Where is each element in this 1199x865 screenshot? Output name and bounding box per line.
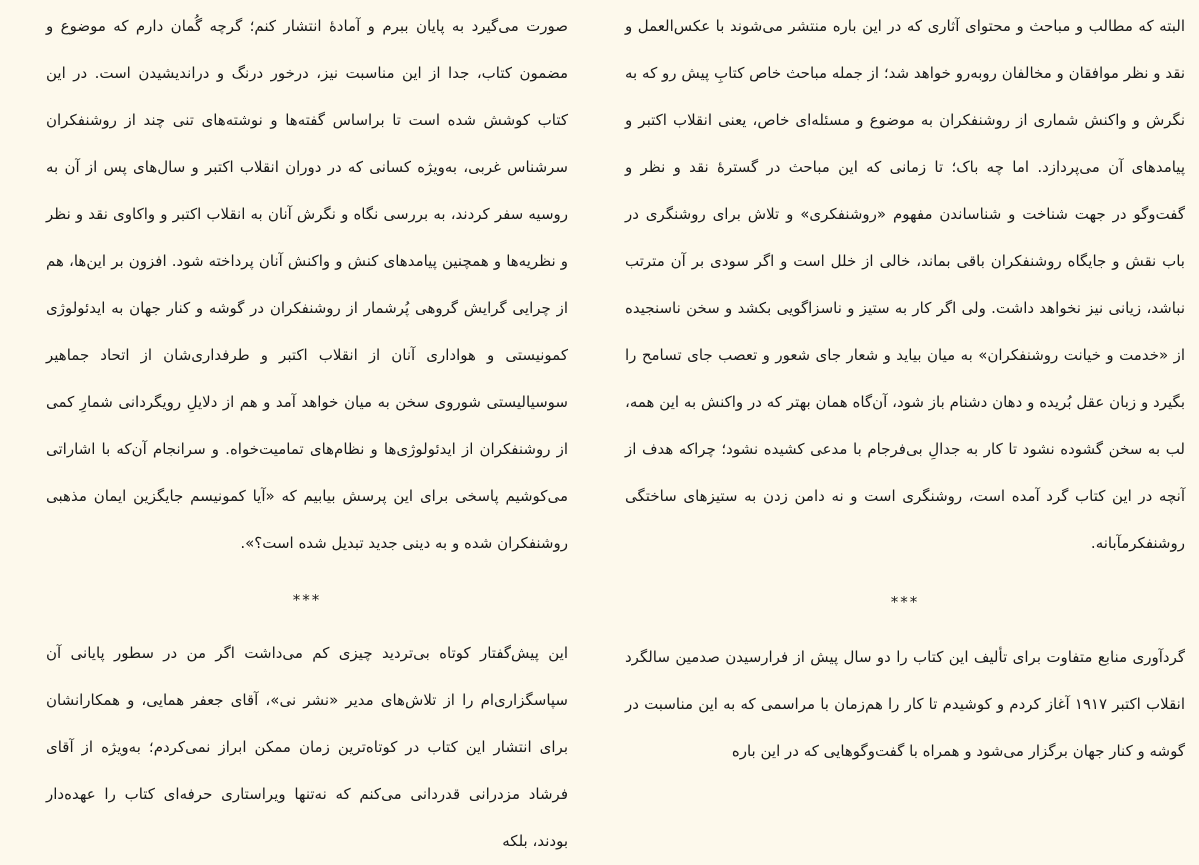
section-separator: ***	[890, 593, 920, 611]
right-page-column	[625, 3, 1185, 775]
left-paragraph-2: این پیش‌گفتار کوتاه بی‌تردید چیزی کم می‌داشت اگر من در سطور پایانی آن سپاسگزاری‌ام را از تلاش‌های مدیر «نشر نی»، آقای جعفر همایی، و همکارانشان برای انتشار این کتاب در کوتاه‌ترین زمان ممکن ابراز نمی‌کردم؛ به‌ویژه از آقای فرشاد مزدرانی قدردانی می‌کنم که نه‌تنها ویراستاری حرفه‌ای کتاب را عهده‌دار بودند، بلکه	[46, 644, 568, 850]
page-gutter	[599, 0, 600, 811]
right-paragraph-1: البته که مطالب و مباحث و محتوای آثاری که در این باره منتشر می‌شوند با عکس‌العمل و نقد و نظر موافقان و مخالفان روبه‌رو خواهد شد؛ از جمله مباحث خاص کتابِ پیش رو که به نگرش و واکنش شماری از روشنفکران به موضوع و مسئله‌ای خاص، یعنی انقلاب اکتبر و پیامدهای آن می‌پردازد. اما چه باک؛ تا زمانی که این مباحث در گسترهٔ نقد و نظر و گفت‌وگو در جهت شناخت و شناساندن مفهوم «روشنفکری» و تلاش برای روشنگری در باب نقش و جایگاه روشنفکران باقی بماند، خالی از خلل است و اگر سودی بر آن مترتب نباشد، زیانی نیز نخواهد داشت. ولی اگر کار به ستیز و ناسزاگویی بکشد و سخن ناسنجیده از «خدمت و خیانت روشنفکران» به میان بیاید و شعار جای شعور و تعصب جای تسامح را بگیرد و زبان عقل بُریده و دهان دشنام باز شود، آن‌گاه همان بهتر که در واکنش به این همه، لب به سخن گشوده نشود تا کار به جدالِ بی‌فرجام با مدعی کشیده نشود؛ چراکه هدف از آنچه در این کتاب گرد آمده است، روشنگری است و نه دامن زدن به ستیزهای ساختگی روشنفکرمآبانه.	[625, 17, 1185, 552]
left-paragraph-1: صورت می‌گیرد به پایان ببرم و آمادهٔ انتشار کنم؛ گرچه گُمان دارم که موضوع و مضمون کتاب، جدا از این مناسبت نیز، درخور درنگ و درانديشيدن است. در این کتاب کوشش شده است تا براساس گفته‌ها و نوشته‌های تنی چند از روشنفکران سرشناس غربی، به‌ویژه کسانی که در دوران انقلاب اکتبر و سال‌های پس از آن به روسیه سفر کردند، به بررسی نگاه و نگرش آنان به انقلاب اکتبر و واکاوی نقد و نظر و نظریه‌ها و همچنین پیامدهای کنش و واکنش آنان پرداخته شود. افزون بر این‌ها، هم از چرایی گرایش گروهی پُرشمار از روشنفکران در گوشه و کنار جهان به ایدئولوژی کمونیستی و هواداری آنان از انقلاب اکتبر و طرفداری‌شان از اتحاد جماهیر سوسیالیستی شوروی سخن به میان خواهد آمد و هم از دلایلِ رویگردانی شمارِ کمی از روشنفکران از ایدئولوژی‌ها و نظام‌های تمامیت‌خواه. و سرانجام آن‌که با اشاراتی می‌کوشیم پاسخی برای این پرسش بیابیم که «آیا کمونیسم جایگزین ایمان مذهبی روشنفکران شده و به دینی جدید تبدیل شده است؟».	[46, 17, 568, 552]
right-paragraph-2: گردآوری منابع متفاوت برای تألیف این کتاب را دو سال پیش از فرارسیدن صدمین سالگرد انقلاب اکتبر ۱۹۱۷ آغاز کردم و کوشیدم تا کار را هم‌زمان با مراسمی که به این مناسبت در گوشه و کنار جهان برگزار می‌شود و همراه با گفت‌وگوهایی که در این باره	[625, 648, 1185, 760]
left-page-column	[46, 3, 568, 865]
section-separator: ***	[292, 591, 322, 609]
